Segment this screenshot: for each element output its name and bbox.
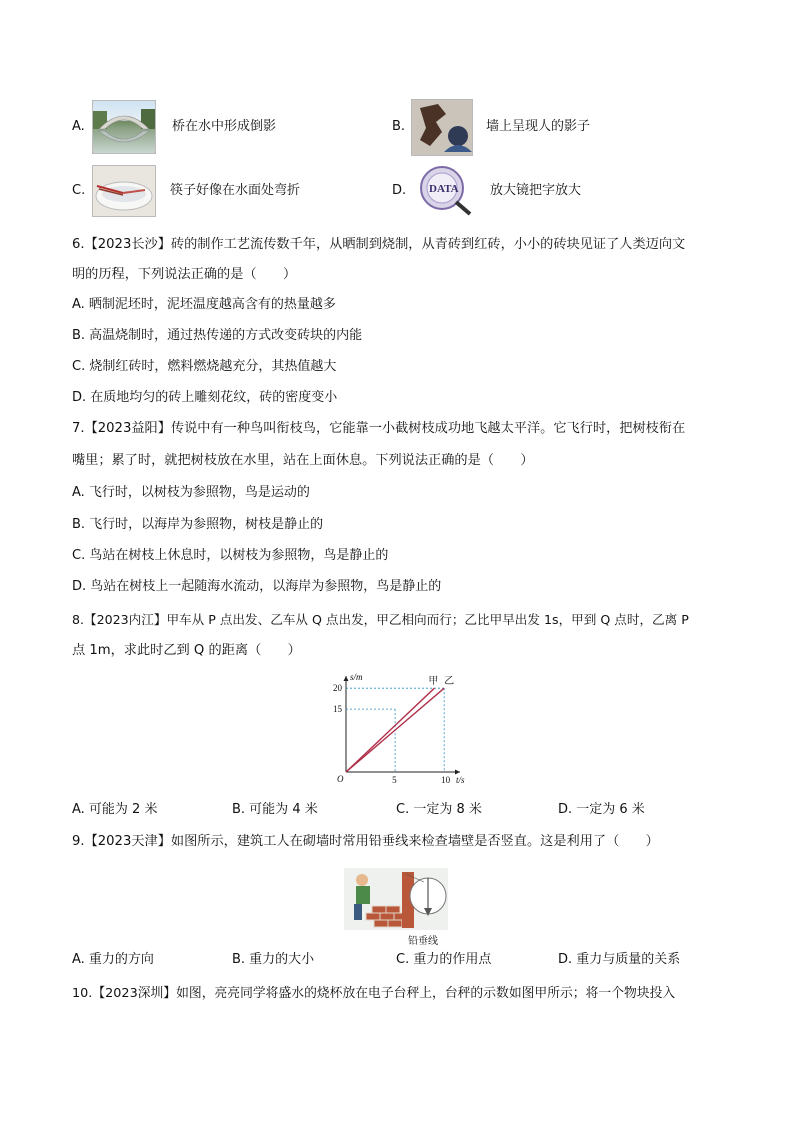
q6-option-b: B. 高温烧制时，通过热传递的方式改变砖块的内能 xyxy=(72,328,363,343)
plumb-line-caption: 铅垂线 xyxy=(408,936,438,947)
option-letter: B. xyxy=(392,119,406,134)
q9-stem: 9.【2023天津】如图所示，建筑工人在砌墙时常用铅垂线来检查墙壁是否竖直。这是利用了（ ） xyxy=(72,834,659,849)
data-word: DATA xyxy=(429,183,459,195)
y-tick-label: 15 xyxy=(333,704,342,715)
q6-option-d: D. 在质地均匀的砖上雕刻花纹，砖的密度变小 xyxy=(72,390,338,405)
bridge-reflection-image xyxy=(92,100,156,154)
q6-option-a: A. 晒制泥坯时，泥坯温度越高含有的热量越多 xyxy=(72,297,336,312)
st-graph xyxy=(318,672,468,788)
option-letter: D. xyxy=(392,183,407,198)
plumb-line-graphic xyxy=(344,868,448,930)
q6-stem-line1: 6.【2023长沙】砖的制作工艺流传数千年，从晒制到烧制，从青砖到红砖，小小的砖块见证了人类迈向文 xyxy=(72,237,686,252)
x-tick-label: 5 xyxy=(392,775,397,785)
q8-option-a: A. 可能为 2 米 xyxy=(72,802,158,817)
chopsticks-bowl-image xyxy=(92,165,156,217)
x-tick-label: 10 xyxy=(441,775,451,785)
series-label: 乙 xyxy=(444,676,455,688)
y-axis-arrow xyxy=(344,676,349,681)
hand-shadow-graphic xyxy=(412,100,472,155)
q8-option-b: B. 可能为 4 米 xyxy=(232,802,318,817)
q8-stem-line1: 8.【2023内江】甲车从 P 点出发、乙车从 Q 点出发，甲乙相向而行；乙比甲早出发 1s，甲到 Q 点时，乙离 P xyxy=(72,612,689,627)
q7-option-d: D. 鸟站在树枝上一起随海水流动，以海岸为参照物，鸟是静止的 xyxy=(72,579,442,594)
origin-label: O xyxy=(337,774,344,784)
q7-option-b: B. 飞行时，以海岸为参照物，树枝是静止的 xyxy=(72,517,324,532)
q8-option-c: C. 一定为 8 米 xyxy=(396,802,482,817)
x-axis-label: t/s xyxy=(456,775,465,785)
q8-stem-line2: 点 1m，求此时乙到 Q 的距离（ ） xyxy=(72,643,301,658)
option-a-text: 桥在水中形成倒影 xyxy=(172,119,277,134)
series-line-jia xyxy=(346,688,434,772)
option-letter: A. xyxy=(72,119,85,134)
q10-stem-line1: 10.【2023深圳】如图，亮亮同学将盛水的烧杯放在电子台秤上，台秤的示数如图甲所示；将一个物块投入 xyxy=(72,986,676,1001)
option-c-text: 筷子好像在水面处弯折 xyxy=(170,183,301,198)
x-axis-arrow xyxy=(455,770,460,775)
magnifier-graphic xyxy=(414,164,474,216)
q9-option-d: D. 重力与质量的关系 xyxy=(558,952,681,967)
q9-option-c: C. 重力的作用点 xyxy=(396,952,492,967)
hand-shadow-image xyxy=(411,99,473,156)
q7-option-c: C. 鸟站在树枝上休息时，以树枝为参照物，鸟是静止的 xyxy=(72,548,389,563)
option-b-text: 墙上呈现人的影子 xyxy=(486,119,591,134)
series-label: 甲 xyxy=(428,676,439,688)
q8-option-d: D. 一定为 6 米 xyxy=(558,802,645,817)
q7-stem-line2: 嘴里；累了时，就把树枝放在水里，站在上面休息。下列说法正确的是（ ） xyxy=(72,453,534,468)
bridge-arch-graphic xyxy=(93,101,155,153)
q6-option-c: C. 烧制红砖时，燃料燃烧越充分，其热值越大 xyxy=(72,359,337,374)
chopsticks-graphic xyxy=(93,166,155,216)
q7-option-a: A. 飞行时，以树枝为参照物，鸟是运动的 xyxy=(72,485,310,500)
q7-stem-line1: 7.【2023益阳】传说中有一种鸟叫衔枝鸟，它能靠一小截树枝成功地飞越太平洋。它飞行时，把树枝衔在 xyxy=(72,421,686,436)
option-letter: C. xyxy=(72,183,86,198)
plumb-line-figure xyxy=(344,868,448,930)
y-axis-label: s/m xyxy=(350,672,363,682)
series-line-yi xyxy=(346,688,444,772)
q6-stem-line2: 明的历程，下列说法正确的是（ ） xyxy=(72,267,297,282)
magnifier-image xyxy=(414,164,474,216)
q9-option-b: B. 重力的大小 xyxy=(232,952,315,967)
option-d-text: 放大镜把字放大 xyxy=(490,183,582,198)
q9-option-a: A. 重力的方向 xyxy=(72,952,154,967)
y-tick-label: 20 xyxy=(333,683,342,694)
